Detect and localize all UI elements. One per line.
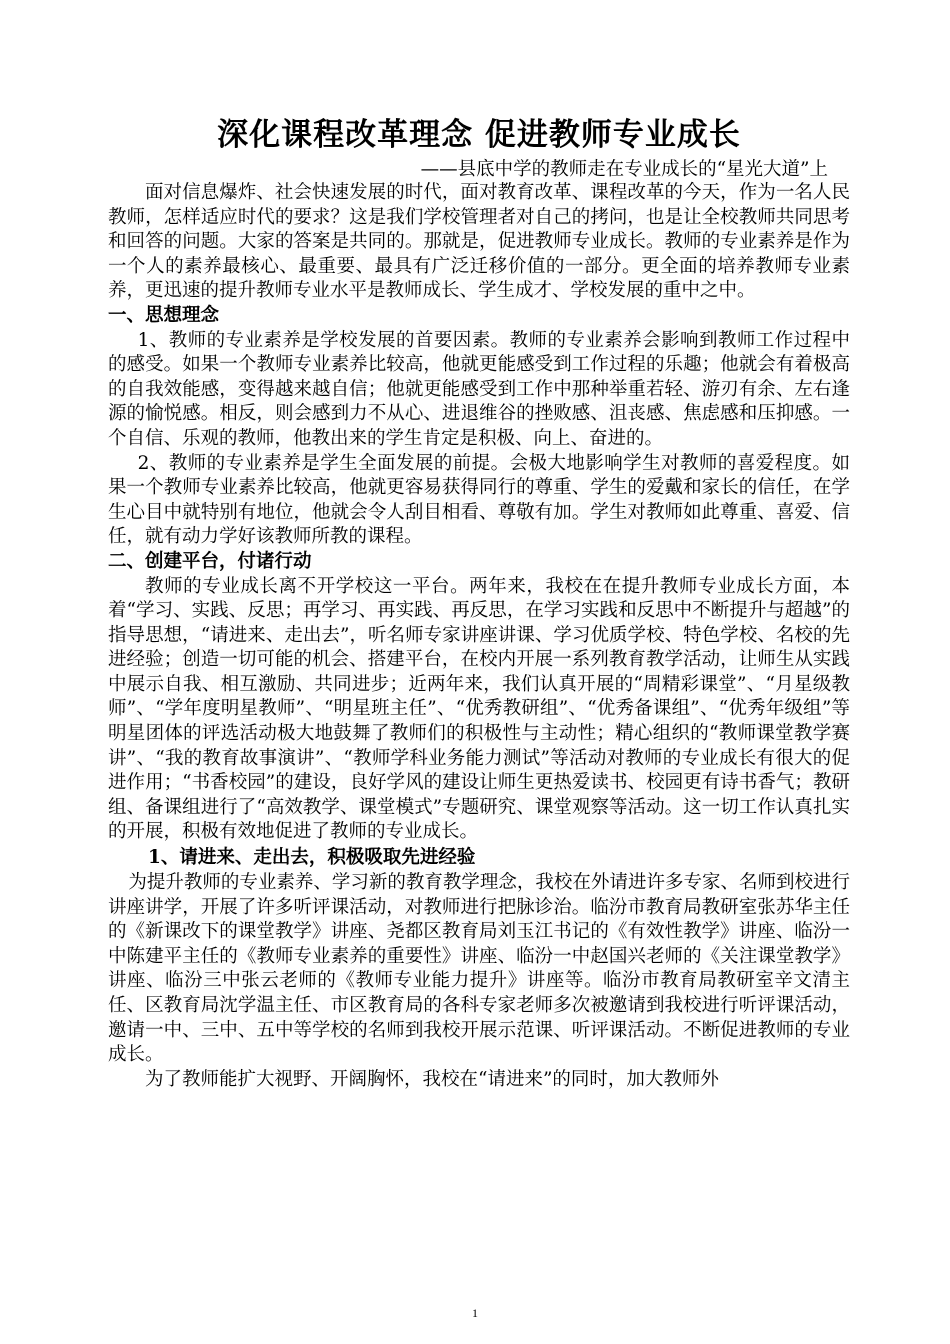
- document-subtitle: ——县底中学的教师走在专业成长的“星光大道”上: [420, 159, 828, 180]
- section1-paragraph-1: 1、教师的专业素养是学校发展的首要因素。教师的专业素养会影响到教师工作过程中的感受。如果一个教师专业素养比较高，他就更能感受到工作过程的乐趣；他就会有着极高的自我效能感，变得越来越自信；他就更能感受到工作中那种举重若轻、游刃有余、左右逢源的愉悦感。相反，则会感到力不从心、进退维谷的挫败感、沮丧感、焦虑感和压抑感。一个自信、乐观的教师，他教出来的学生肯定是积极、向上、奋进的。: [108, 329, 850, 449]
- section-heading-ideas: 一、思想理念: [108, 304, 220, 326]
- document-title: 深化课程改革理念 促进教师专业成长: [217, 117, 741, 153]
- section-heading-platform: 二、创建平台，付诸行动: [108, 550, 312, 572]
- page-number: 1: [472, 1306, 478, 1320]
- subsection-heading-invite: 1、请进来、走出去，积极吸取先进经验: [148, 847, 476, 869]
- intro-paragraph: 面对信息爆炸、社会快速发展的时代，面对教育改革、课程改革的今天，作为一名人民教师，怎样适应时代的要求？这是我们学校管理者对自己的拷问，也是让全校教师共同思考和回答的问题。大家的答案是共同的。那就是，促进教师专业成长。教师的专业素养是作为一个人的素养最核心、最重要、最具有广泛迁移价值的一部分。更全面的培养教师专业素养，更迅速的提升教师专业水平是教师成长、学生成才、学校发展的重中之中。: [108, 182, 850, 302]
- subsection1-paragraph-2: 为了教师能扩大视野、开阔胸怀，我校在“请进来”的同时，加大教师外: [145, 1068, 719, 1090]
- section1-paragraph-2: 2、教师的专业素养是学生全面发展的前提。会极大地影响学生对教师的喜爱程度。如果一个教师专业素养比较高，他就更容易获得同行的尊重、学生的爱戴和家长的信任，在学生心目中就特别有地位，他就会令人刮目相看、尊敬有加。学生对教师如此尊重、喜爱、信任，就有动力学好该教师所教的课程。: [108, 452, 850, 548]
- subsection1-paragraph-1: 为提升教师的专业素养、学习新的教育教学理念，我校在外请进许多专家、名师到校进行讲座讲学，开展了许多听评课活动，对教师进行把脉诊治。临汾市教育局教研室张苏华主任的《新课改下的课堂教学》讲座、尧都区教育局刘玉江书记的《有效性教学》讲座、临汾一中陈建平主任的《教师专业素养的重要性》讲座、临汾一中赵国兴老师的《关注课堂教学》讲座、临汾三中张云老师的《教师专业能力提升》讲座等。临汾市教育局教研室辛文清主任、区教育局沈学温主任、市区教育局的各科专家老师多次被邀请到我校进行听评课活动，邀请一中、三中、五中等学校的名师到我校开展示范课、听评课活动。不断促进教师的专业成长。: [108, 872, 850, 1066]
- section2-paragraph-1: 教师的专业成长离不开学校这一平台。两年来，我校在在提升教师专业成长方面，本着“学习、实践、反思；再学习、再实践、再反思，在学习实践和反思中不断提升与超越”的指导思想，“请进来、走出去”，听名师专家讲座讲课、学习优质学校、特色学校、名校的先进经验；创造一切可能的机会、搭建平台，在校内开展一系列教育教学活动，让师生从实践中展示自我、相互激励、共同进步；近两年来，我们认真开展的“周精彩课堂”、“月星级教师”、“学年度明星教师”、“明星班主任”、“优秀教研组”、“优秀备课组”、“优秀年级组”等明星团体的评选活动极大地鼓舞了教师们的积极性与主动性；精心组织的“教师课堂教学赛讲”、“我的教育故事演讲”、“教师学科业务能力测试”等活动对教师的专业成长有很大的促进作用；“书香校园”的建设，良好学风的建设让师生更热爱读书、校园更有诗书香气；教研组、备课组进行了“高效教学、课堂模式”专题研究、课堂观察等活动。这一切工作认真扎实的开展，积极有效地促进了教师的专业成长。: [108, 575, 850, 843]
- document-page: [108, 112, 850, 1092]
